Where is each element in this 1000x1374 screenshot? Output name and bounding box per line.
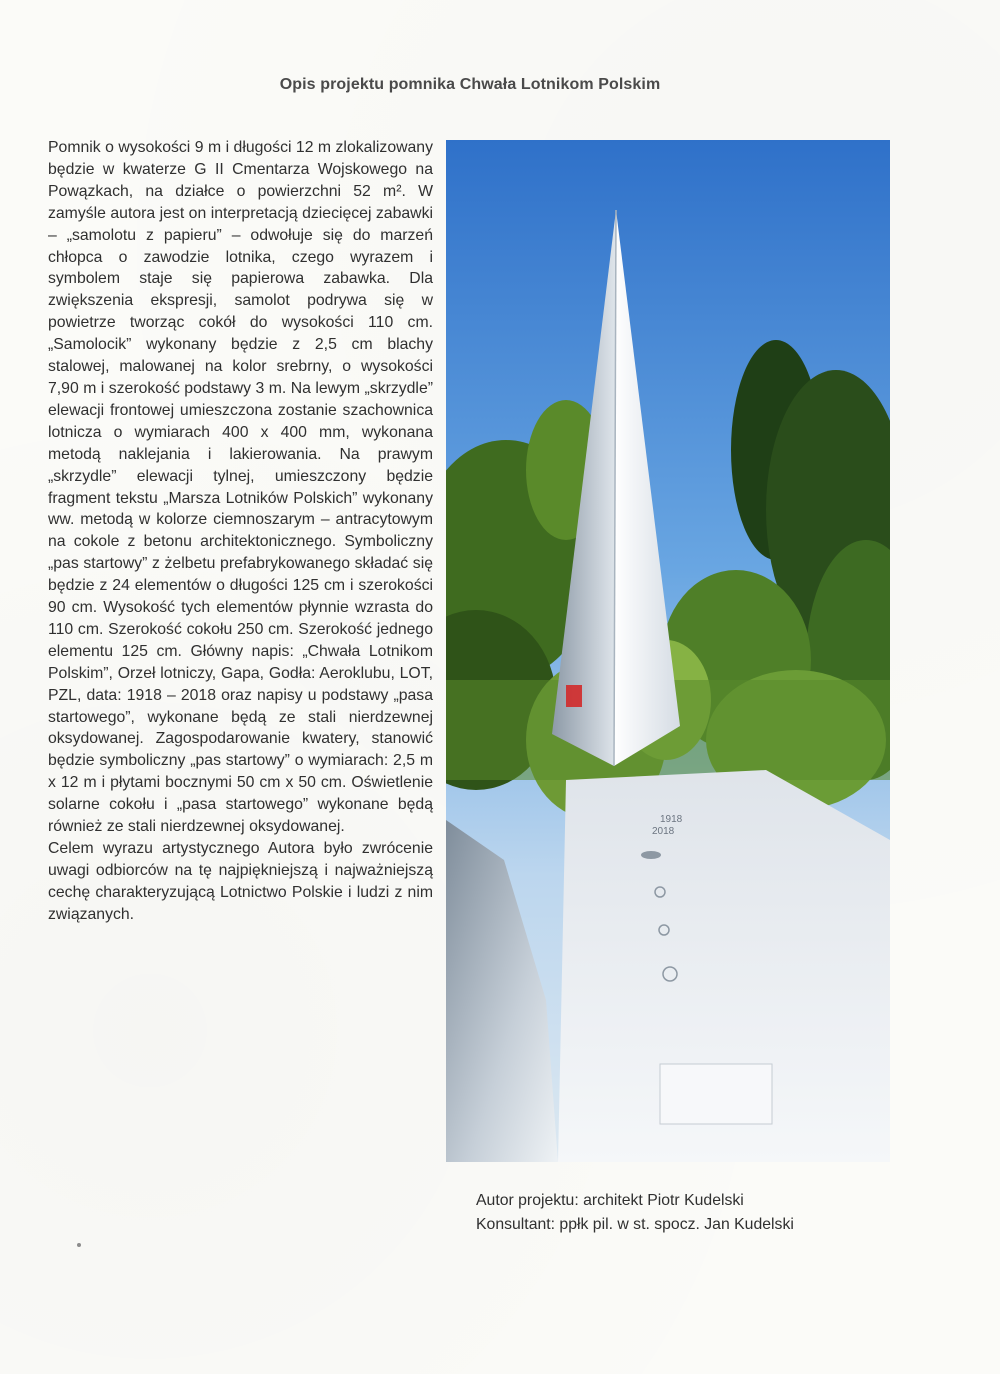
description-text <box>48 137 433 926</box>
inscription-plaque <box>660 1064 772 1124</box>
year-end-label: 2018 <box>652 826 675 837</box>
author-line: Autor projektu: architekt Piotr Kudelski <box>476 1192 744 1209</box>
consultant-line: Konsultant: ppłk pil. w st. spocz. Jan Kudelski <box>476 1216 794 1233</box>
description-paragraph-1: Pomnik o wysokości 9 m i długości 12 m zlokalizowany będzie w kwaterze G II Cmentarza Wojskowego na Powązkach, na działce o powierzchni 52 m². W zamyśle autora jest on interpretacją dziecięcej zabawki – „samolotu z papieru” – odwołuje się do marzeń chłopca o zawodzie lotnika, czego wyrazem i symbolem staje się papierowa zabawka. Dla zwiększenia ekspresji, samolot podrywa się w powietrze tworząc cokół do wysokości 110 cm. „Samolocik” wykonany będzie z 2,5 cm blachy stalowej, malowanej na kolor srebrny, o wysokości 7,90 m i szerokość podstawy 3 m. Na lewym „skrzydle” elewacji frontowej umieszczona zostanie szachownica lotnicza o wymiarach 400 x 400 mm, wykonana metodą naklejania i lakierowania. Na prawym „skrzydle” elewacji tylnej, umieszczony będzie fragment tekstu „Marsza Lotników Polskich” wykonany ww. metodą w kolorze ciemnoszarym – antracytowym na cokole z betonu architektonicznego. Symboliczny „pas startowy” z żelbetu prefabrykowanego składać się będzie z 24 elementów o długości 125 cm i szerokości 90 cm. Wysokość tych elementów płynnie wzrasta do 110 cm. Szerokość cokołu 250 cm. Szerokość jednego elementu 125 cm. Główny napis: „Chwała Lotnikom Polskim”, Orzeł lotniczy, Gapa, Godła: Aeroklubu, LOT, PZL, data: 1918 – 2018 oraz napisy u podstawy „pasa startowego”, wykonane będą ze stali nierdzewnej oksydowanej. Zagospodarowanie kwatery, stanowić będzie symboliczny „pas startowy” o wymiarach: 2,5 m x 12 m i płytami bocznymi 50 cm x 50 cm. Oświetlenie solarne cokołu i „pasa startowego” wykonane będą również ze stali nierdzewnej oksydowanej. <box>48 139 433 836</box>
checkerboard-marking <box>566 685 582 707</box>
eagle-icon <box>641 851 661 859</box>
monument-photo <box>446 140 890 1162</box>
document-title: Opis projektu pomnika Chwała Lotnikom Polskim <box>279 76 661 93</box>
scan-mark <box>77 1243 81 1247</box>
year-start-label: 1918 <box>660 814 683 825</box>
credits <box>476 1189 794 1237</box>
description-paragraph-2: Celem wyrazu artystycznego Autora było zwrócenie uwagi odbiorców na tę najpiękniejszą i najważniejszą cechę charakteryzującą Lotnictwo Polskie i ludzi z nim związanych. <box>48 840 433 923</box>
